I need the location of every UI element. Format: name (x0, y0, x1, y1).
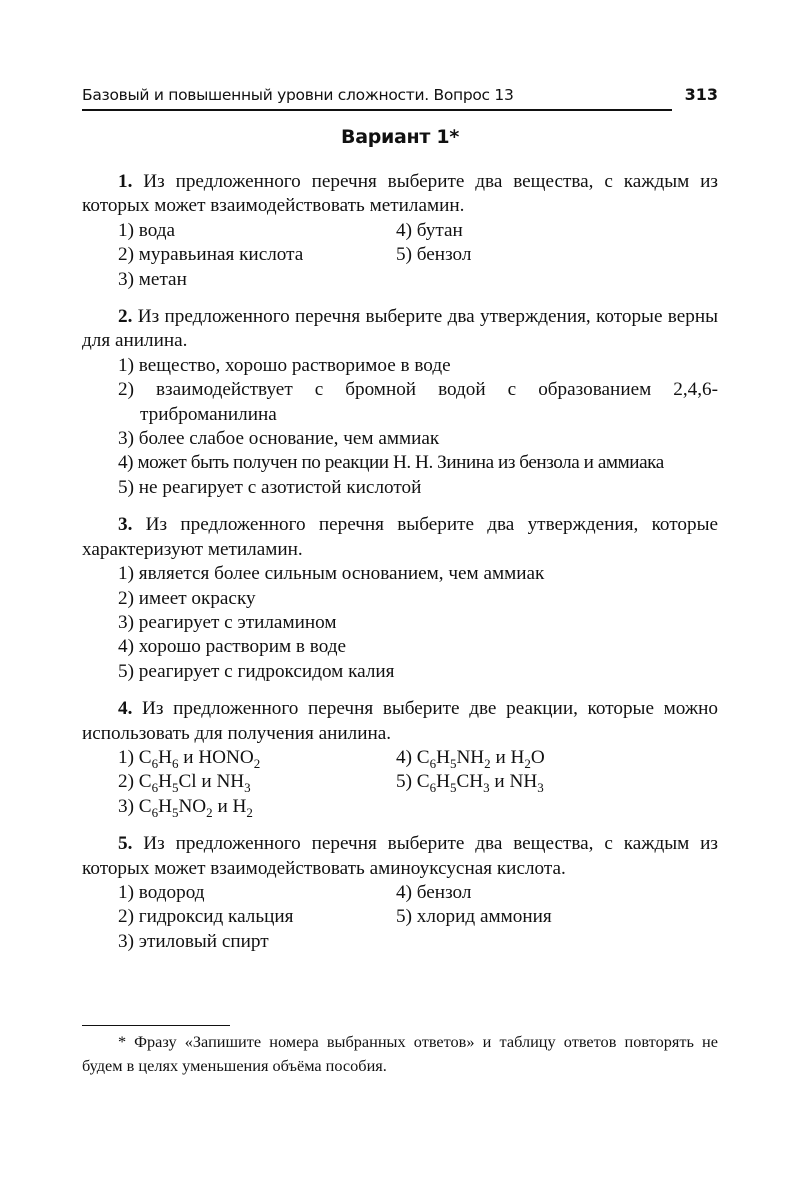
question-number: 4. (118, 698, 133, 720)
question-prompt: Из предложенного перечня выберите две реакции, которые можно использовать для получения анилина. (82, 698, 718, 744)
question-prompt: Из предложенного перечня выберите два вещества, с каждым из которых может взаимодействовать метиламин. (82, 171, 719, 217)
option-1 (118, 881, 396, 905)
option-1 (118, 562, 718, 586)
question-2 (82, 305, 718, 500)
option-number: 1) (118, 746, 134, 768)
question-number: 2. (118, 306, 133, 328)
option-1 (118, 354, 718, 378)
option-2 (118, 770, 396, 794)
option-label: может быть получен по реакции Н. Н. Зинина из бензола и аммиака (137, 452, 664, 474)
option-label: муравьиная кислота (138, 244, 304, 266)
option-4 (118, 635, 718, 659)
option-3 (118, 427, 718, 451)
option-label: хлорид аммония (416, 906, 552, 928)
formula: $C_6H_5Cl$ и $NH_3$ (138, 771, 251, 796)
question-text (82, 305, 718, 354)
option-label: реагирует с гидроксидом калия (138, 660, 395, 682)
option-number: 5) (396, 771, 412, 793)
footnote-text: Фразу «Запишите номера выбранных ответов» и таблицу ответов повторять не будем в целях уменьшения объёма пособия. (82, 1032, 718, 1075)
question-number: 1. (118, 171, 133, 192)
option-number: 4) (396, 746, 412, 768)
option-5 (118, 476, 718, 500)
options-list (118, 219, 718, 292)
option-1 (118, 219, 396, 243)
option-number: 1) (118, 354, 134, 376)
questions-content (82, 170, 718, 967)
option-3 (118, 795, 396, 819)
option-3 (118, 268, 396, 292)
option-number: 3) (118, 930, 134, 952)
option-label: метан (138, 268, 187, 290)
options-list (118, 354, 718, 500)
option-label: бензол (416, 881, 472, 903)
option-label: вещество, хорошо растворимое в воде (138, 354, 451, 376)
footnote-marker: * (118, 1032, 127, 1051)
option-number: 3) (118, 268, 134, 290)
option-number: 3) (118, 795, 134, 817)
option-5 (396, 770, 696, 794)
option-4 (396, 746, 696, 770)
question-prompt: Из предложенного перечня выберите два утверждения, которые верны для анилина. (82, 306, 719, 352)
question-4 (82, 697, 718, 819)
options-list (118, 562, 718, 684)
option-label: хорошо растворим в воде (138, 636, 347, 658)
formula: $C_6H_5CH_3$ и $NH_3$ (416, 771, 544, 796)
option-2 (118, 587, 718, 611)
option-label: реагирует с этиламином (138, 611, 337, 633)
option-number: 2) (118, 244, 134, 266)
option-4 (396, 219, 696, 243)
option-4 (396, 881, 696, 905)
option-label: водород (138, 881, 205, 903)
question-3 (82, 513, 718, 684)
option-number: 2) (118, 906, 134, 928)
running-header (82, 84, 718, 114)
option-1 (118, 746, 396, 770)
footnote (82, 1030, 718, 1078)
option-number: 5) (396, 244, 412, 266)
option-number: 2) (118, 771, 134, 793)
formula: $C_6H_5NH_2$ и $H_2O$ (416, 746, 545, 771)
variant-title: Вариант 1* (341, 126, 459, 148)
question-text (82, 513, 718, 562)
question-number: 3. (118, 514, 133, 536)
question-5 (82, 832, 718, 954)
option-number: 3) (118, 611, 134, 633)
option-2 (118, 905, 396, 929)
option-label: имеет окраску (138, 587, 256, 609)
options-list (118, 746, 718, 819)
option-2 (118, 378, 718, 427)
option-4 (118, 451, 718, 475)
option-label: этиловый спирт (138, 930, 269, 952)
question-text (82, 697, 718, 746)
page-number: 313 (684, 85, 718, 104)
option-2 (118, 243, 396, 267)
question-prompt: Из предложенного перечня выберите два утверждения, которые характеризуют метиламин. (82, 514, 718, 560)
option-label: взаимодействует с бромной водой с образованием 2,4,6-триброманилина (140, 379, 719, 425)
option-label: не реагирует с азотистой кислотой (138, 476, 422, 498)
option-number: 2) (118, 379, 134, 401)
option-5 (118, 660, 718, 684)
question-number: 5. (118, 833, 133, 855)
footnote-rule (82, 1025, 230, 1026)
running-title: Базовый и повышенный уровни сложности. Вопрос 13 (82, 86, 514, 104)
formula: $C_6H_6$ и $HONO_2$ (138, 746, 261, 771)
option-number: 1) (118, 881, 134, 903)
option-number: 1) (118, 219, 134, 241)
option-5 (396, 905, 696, 929)
option-label: бензол (416, 244, 472, 266)
option-label: является более сильным основанием, чем аммиак (138, 563, 545, 585)
option-label: гидроксид кальция (138, 906, 294, 928)
option-number: 2) (118, 587, 134, 609)
option-number: 4) (396, 881, 412, 903)
option-number: 5) (118, 660, 134, 682)
question-text (82, 170, 718, 219)
option-number: 4) (118, 636, 134, 658)
header-rule (82, 109, 672, 111)
question-1 (82, 170, 718, 292)
option-number: 5) (396, 906, 412, 928)
formula: $C_6H_5NO_2$ и $H_2$ (138, 795, 253, 820)
option-label: более слабое основание, чем аммиак (138, 428, 440, 450)
question-text (82, 832, 718, 881)
option-label: бутан (416, 219, 463, 241)
options-list (118, 881, 718, 954)
option-number: 4) (396, 219, 412, 241)
option-number: 5) (118, 476, 134, 498)
option-label: вода (138, 219, 176, 241)
option-5 (396, 243, 696, 267)
option-3 (118, 611, 718, 635)
option-number: 1) (118, 563, 134, 585)
question-prompt: Из предложенного перечня выберите два вещества, с каждым из которых может взаимодействовать аминоуксусная кислота. (82, 833, 719, 879)
option-number: 3) (118, 428, 134, 450)
option-number: 4) (118, 452, 134, 474)
option-3 (118, 930, 396, 954)
